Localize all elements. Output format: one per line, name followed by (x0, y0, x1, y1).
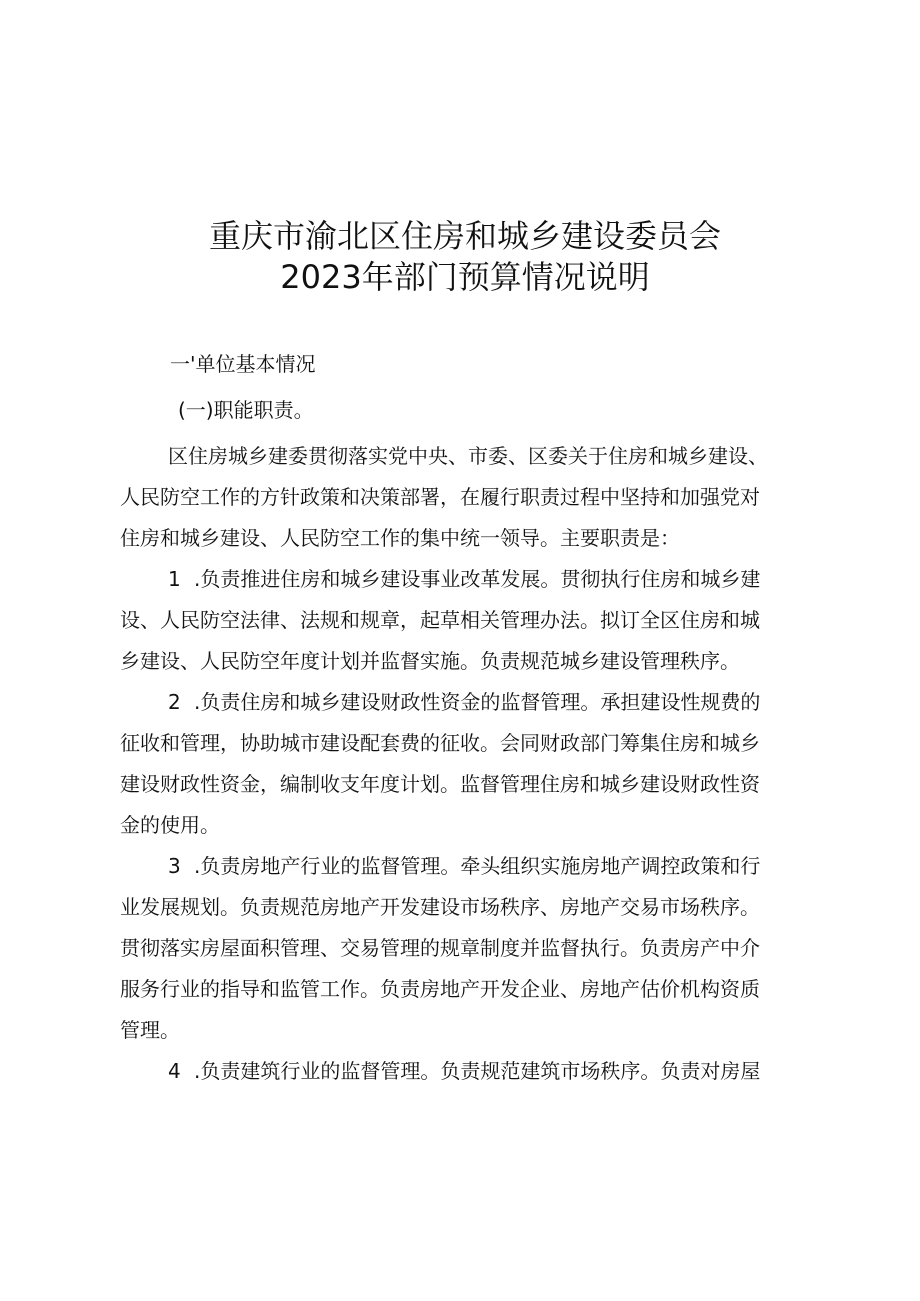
paragraph-line: 金的使用。 (120, 813, 220, 837)
paragraph-line: 服务行业的指导和监管工作。负责房地产开发企业、房地产估价机构资质 (120, 977, 760, 1001)
list-number: 4 (168, 1059, 181, 1083)
list-number: 3 (168, 854, 181, 878)
paragraph-line: 管理。 (120, 1018, 180, 1042)
list-number: 2 (168, 690, 181, 714)
paragraph-line: .负责推进住房和城乡建设事业改革发展。贯彻执行住房和城乡建 (194, 567, 761, 591)
paragraph-line: 区住房城乡建委贯彻落实党中央、市委、区委关于住房和城乡建设、 (168, 444, 768, 468)
list-item-2 (120, 682, 810, 723)
list-number: 1 (168, 567, 181, 591)
paragraph-line: 业发展规划。负责规范房地产开发建设市场秩序、房地产交易市场秩序。 (120, 895, 760, 919)
paragraph-line: 人民防空工作的方针政策和决策部署，在履行职责过程中坚持和加强党对 (120, 485, 760, 509)
paragraph-line: .负责住房和城乡建设财政性资金的监督管理。承担建设性规费的 (194, 690, 761, 714)
subsection-heading: (一)职能职责。 (178, 398, 314, 422)
list-item-1 (120, 559, 810, 600)
paragraph-line: 建设财政性资金，编制收支年度计划。监督管理住房和城乡建设财政性资 (120, 772, 760, 796)
paragraph-line: 贯彻落实房屋面积管理、交易管理的规章制度并监督执行。负责房产中介 (120, 936, 760, 960)
list-item-4 (120, 1051, 810, 1092)
body-text (120, 436, 810, 1092)
paragraph-line: 乡建设、人民防空年度计划并监督实施。负责规范城乡建设管理秩序。 (120, 649, 740, 673)
paragraph-line: 住房和城乡建设、人民防空工作的集中统一领导。主要职责是： (120, 526, 680, 550)
document-title-line-2: 2023年部门预算情况说明 (280, 258, 650, 296)
paragraph-line: 设、人民防空法律、法规和规章，起草相关管理办法。拟订全区住房和城 (120, 608, 760, 632)
paragraph-line: .负责建筑行业的监督管理。负责规范建筑市场秩序。负责对房屋 (194, 1059, 761, 1083)
list-item-3 (120, 846, 810, 887)
section-heading: 一'单位基本情况 (170, 352, 316, 376)
paragraph-line: 征收和管理，协助城市建设配套费的征收。会同财政部门筹集住房和城乡 (120, 731, 760, 755)
document-title-line-1: 重庆市渝北区住房和城乡建设委员会 (208, 217, 721, 255)
paragraph-line: .负责房地产行业的监督管理。牵头组织实施房地产调控政策和行 (194, 854, 761, 878)
